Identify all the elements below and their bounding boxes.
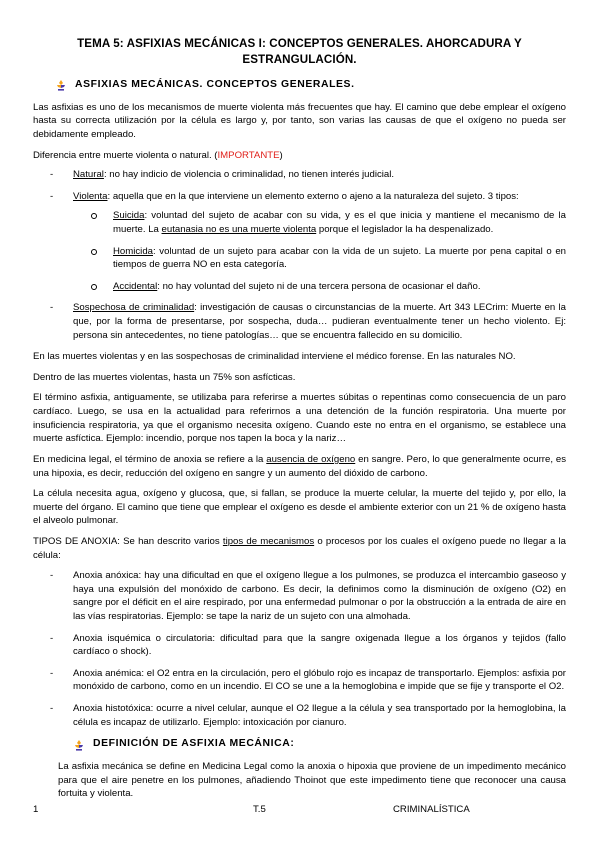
list-item-anoxia-isquemica: - Anoxia isquémica o circulatoria: dificultad para que la sangre oxigenada llegue a los órganos y tejidos (fallo cardíaco o shock). [33, 632, 566, 659]
difference-line: Diferencia entre muerte violenta o natural. (IMPORTANTE) [33, 149, 283, 161]
list-item-anoxia-histotoxica: - Anoxia histotóxica: ocurre a nivel celular, aunque el O2 llegue a la célula y sea transportado por la hemoglobina, la célula es incapaz de utilizarlo. Ejemplo: intoxicación por cianuro. [33, 702, 566, 729]
list-item-anoxia-anoxica: - Anoxia anóxica: hay una dificultad en que el oxígeno llegue a los pulmones, se produzca el intercambio gaseoso y haya una expulsión del monóxido de carbono. Es decir, la definimos como la disminución de oxígeno (O2) en sangre por el déficit en el aire respirado, por una enfermedad pulmonar o por la obstrucción a la entrada de aire en las vías respiratorias. Ejemplo: se tape la nariz de un sujeto con una almohada. [33, 569, 566, 623]
section-heading-conceptos [55, 78, 566, 93]
list-item-violenta: - Violenta: aquella que en la que interviene un elemento externo o ajeno a la naturaleza del sujeto. 3 tipos: Suicida: voluntad del sujeto de acabar con su vida, y es el que inicia y mantiene el mecanismo de la muerte. La eutanasia no es una muerte violenta porque el legislador la ha despenalizado. Homicida: voluntad de un sujeto para acabar con la vida de un sujeto. La muerte por pena capital o en tiempos de guerra NO en esta categoría. Accidental: no hay voluntad del sujeto ni de una tercera persona de ocasionar el daño. [33, 190, 566, 294]
list-item-suicida: Suicida: voluntad del sujeto de acabar con su vida, y es el que inicia y mantiene el mecanismo de la muerte. La eutanasia no es una muerte violenta porque el legislador la ha despenalizado. [73, 209, 566, 236]
section-heading-text: DEFINICIÓN DE ASFIXIA MECÁNICA: [93, 738, 295, 750]
definition-paragraph: La asfixia mecánica se define en Medicina Legal como la anoxia o hipoxia que proviene de un impedimento mecánico para que el aire penetre en los pulmones, añadiendo Thoinot que este impedimento tiene que reconocer una causa fortuita y violenta. [58, 761, 566, 800]
cell-paragraph: La célula necesita agua, oxígeno y glucosa, que, si fallan, se produce la muerte celular, la muerte del tejido y, por ello, la muerte del órgano. El camino que tiene que emplear el oxígeno es desde el ambiente exterior con un 21 % de oxígeno hasta el alveolo pulmonar. [33, 488, 566, 527]
list-item-homicida: Homicida: voluntad de un sujeto para acabar con la vida de un sujeto. La muerte por pena capital o en tiempos de guerra NO en esta categoría. [73, 245, 566, 272]
list-item-sospechosa: - Sospechosa de criminalidad: investigación de causas o circunstancias de la muerte. Art 343 LECrim: Muerte en la que, por la forma de presentarse, por sospecha, duda… pudieran eventualmente tener un hecho violento. Ej: persona sin antecedentes, no tiene patologías… que se encuentra fallecido en su domicilio. [33, 301, 566, 342]
forensic-paragraph: En las muertes violentas y en las sospechosas de criminalidad interviene el médico forense. En las naturales NO. [33, 351, 516, 363]
death-types-list [33, 168, 566, 342]
intro-paragraph: Las asfixias es uno de los mecanismos de muerte violenta más frecuentes que hay. El camino que debe emplear el oxígeno hasta su correcta utilización por la célula es largo y, por tanto, son varias las causas de que el oxígeno no pueda ser debidamente empleado. [33, 101, 566, 140]
list-item-anoxia-anemica: - Anoxia anémica: el O2 entra en la circulación, pero el glóbulo rojo es incapaz de transportarlo. Ejemplos: asfixia por monóxido de carbono, como en un incendio. El CO se une a la hemoglobina e impide que se fije y transporte el O2. [33, 667, 566, 694]
anoxia-paragraph: En medicina legal, el término de anoxia se refiere a la ausencia de oxígeno en sangre. Pero, lo que generalmente ocurre, es una hipoxia, es decir, reducción del oxígeno en sangre y un aumento del dióxido de carbono. [33, 453, 567, 479]
footer-subject: CRIMINALÍSTICA [393, 804, 470, 815]
percentage-paragraph: Dentro de las muertes violentas, hasta un 75% son asfícticas. [33, 371, 296, 383]
page-number: 1 [33, 804, 39, 815]
page-footer [33, 803, 566, 817]
violent-subtypes-list [73, 209, 566, 293]
fleur-bullet-icon [55, 79, 67, 91]
important-label: IMPORTANTE [217, 149, 280, 161]
anoxia-types-intro: TIPOS DE ANOXIA: Se han descrito varios tipos de mecanismos o procesos por los cuales el oxígeno puede no llegar a la célula: [33, 535, 566, 561]
document-title: TEMA 5: ASFIXIAS MECÁNICAS I: CONCEPTOS GENERALES. AHORCADURA Y ESTRANGULACIÓN. [77, 37, 522, 66]
footer-tema: T.5 [253, 804, 266, 815]
section-heading-text: ASFIXIAS MECÁNICAS. CONCEPTOS GENERALES. [75, 78, 355, 90]
fleur-bullet-icon [73, 739, 85, 751]
asfixia-term-paragraph: El término asfixia, antiguamente, se utilizaba para referirse a muertes súbitas o repentinas como consecuencia de un paro cardíaco. Luego, se usa en la actualidad para referirnos a una detención de la función respiratoria. Una muerte por insuficiencia respiratoria, ya que el organismo necesita oxígeno. Cuando este no entra en el organismo, se establece una muerte asfíctica. Ejemplo: incendio, porque nos tapen la boca y la nariz… [33, 392, 566, 445]
list-item-natural: - Natural: no hay indicio de violencia o criminalidad, no tienen interés judicial. [33, 168, 566, 182]
anoxia-types-list [33, 569, 566, 729]
section-heading-definicion [73, 737, 566, 752]
list-item-accidental: Accidental: no hay voluntad del sujeto ni de una tercera persona de ocasionar el daño. [73, 280, 566, 294]
